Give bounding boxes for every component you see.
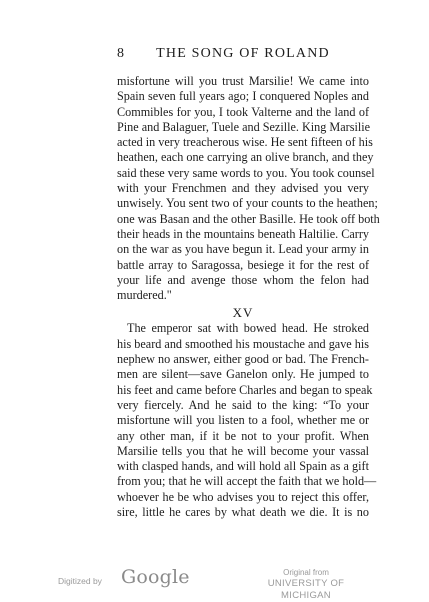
text-line: whoever he be who advises you to reject this offer, [117,489,369,504]
paragraph-2 [117,321,377,520]
running-head [117,46,369,64]
text-line: very fiercely. And he said to the king: “To your [117,397,369,412]
text-line: any other man, if it be not to your profit. When [117,428,369,443]
text-line: one was Basan and the other Basille. He took off both [117,211,380,226]
section-heading: XV [232,305,254,321]
source-institution: UNIVERSITY OF MICHIGAN [267,578,345,601]
text-line: nephew no answer, either good or bad. The French- [117,352,369,367]
text-line: with clasped hands, and will hold all Spain as a gift [117,459,369,474]
text-line: their heads in the mountains beneath Haltilie. Carry [117,226,369,241]
original-from-label: Original from [283,568,329,577]
text-line: misfortune will you listen to a fool, whether me or [117,413,369,428]
digitized-by-label: Digitized by [58,576,102,586]
google-logo: Google [121,566,190,588]
text-line: Spain seven full years ago; I conquered Noples and [117,89,369,104]
paragraph-1 [117,74,380,303]
text-line: The emperor sat with bowed head. He stroked [127,321,369,336]
text-line: his beard and smoothed his moustache and gave his [117,336,369,351]
text-line: Marsilie tells you that he will become your vassal [117,443,369,458]
text-line: with your Frenchmen and they advised you very [117,181,369,196]
text-line: said these very same words to you. You took counsel [117,165,375,180]
text-line: from you; that he will accept the faith that we hold— [117,474,377,489]
text-line: men are silent—save Ganelon only. He jumped to [117,367,369,382]
text-line: Pine and Balaguer, Tuele and Sezille. King Marsilie [117,119,371,134]
digitization-footer [0,566,429,601]
text-line: Commibles for you, I took Valterne and the land of [117,104,369,119]
text-line: acted in very treacherous wise. He sent fifteen of his [117,135,373,150]
text-line: on the war as you have begun it. Lead your army in [117,242,369,257]
page-number: 8 [117,46,125,61]
text-line: misfortune will you trust Marsilie! We came into [117,74,369,88]
text-line: heathen, each one carrying an olive branch, and they [117,150,374,165]
text-line: murdered." [117,288,172,303]
body-text [117,74,380,520]
original-source [246,568,366,602]
text-line: his feet and came before Charles and began to speak [117,382,373,397]
text-line: your life and avenge those whom the felon had [117,272,369,287]
text-line: unwisely. You sent two of your counts to the heathen; [117,196,378,211]
book-title: THE SONG OF ROLAND [156,46,330,61]
text-line: sire, little he cares by what death we die. It is no [117,505,369,520]
text-line: battle array to Saragossa, besiege it for the rest of [117,257,369,272]
